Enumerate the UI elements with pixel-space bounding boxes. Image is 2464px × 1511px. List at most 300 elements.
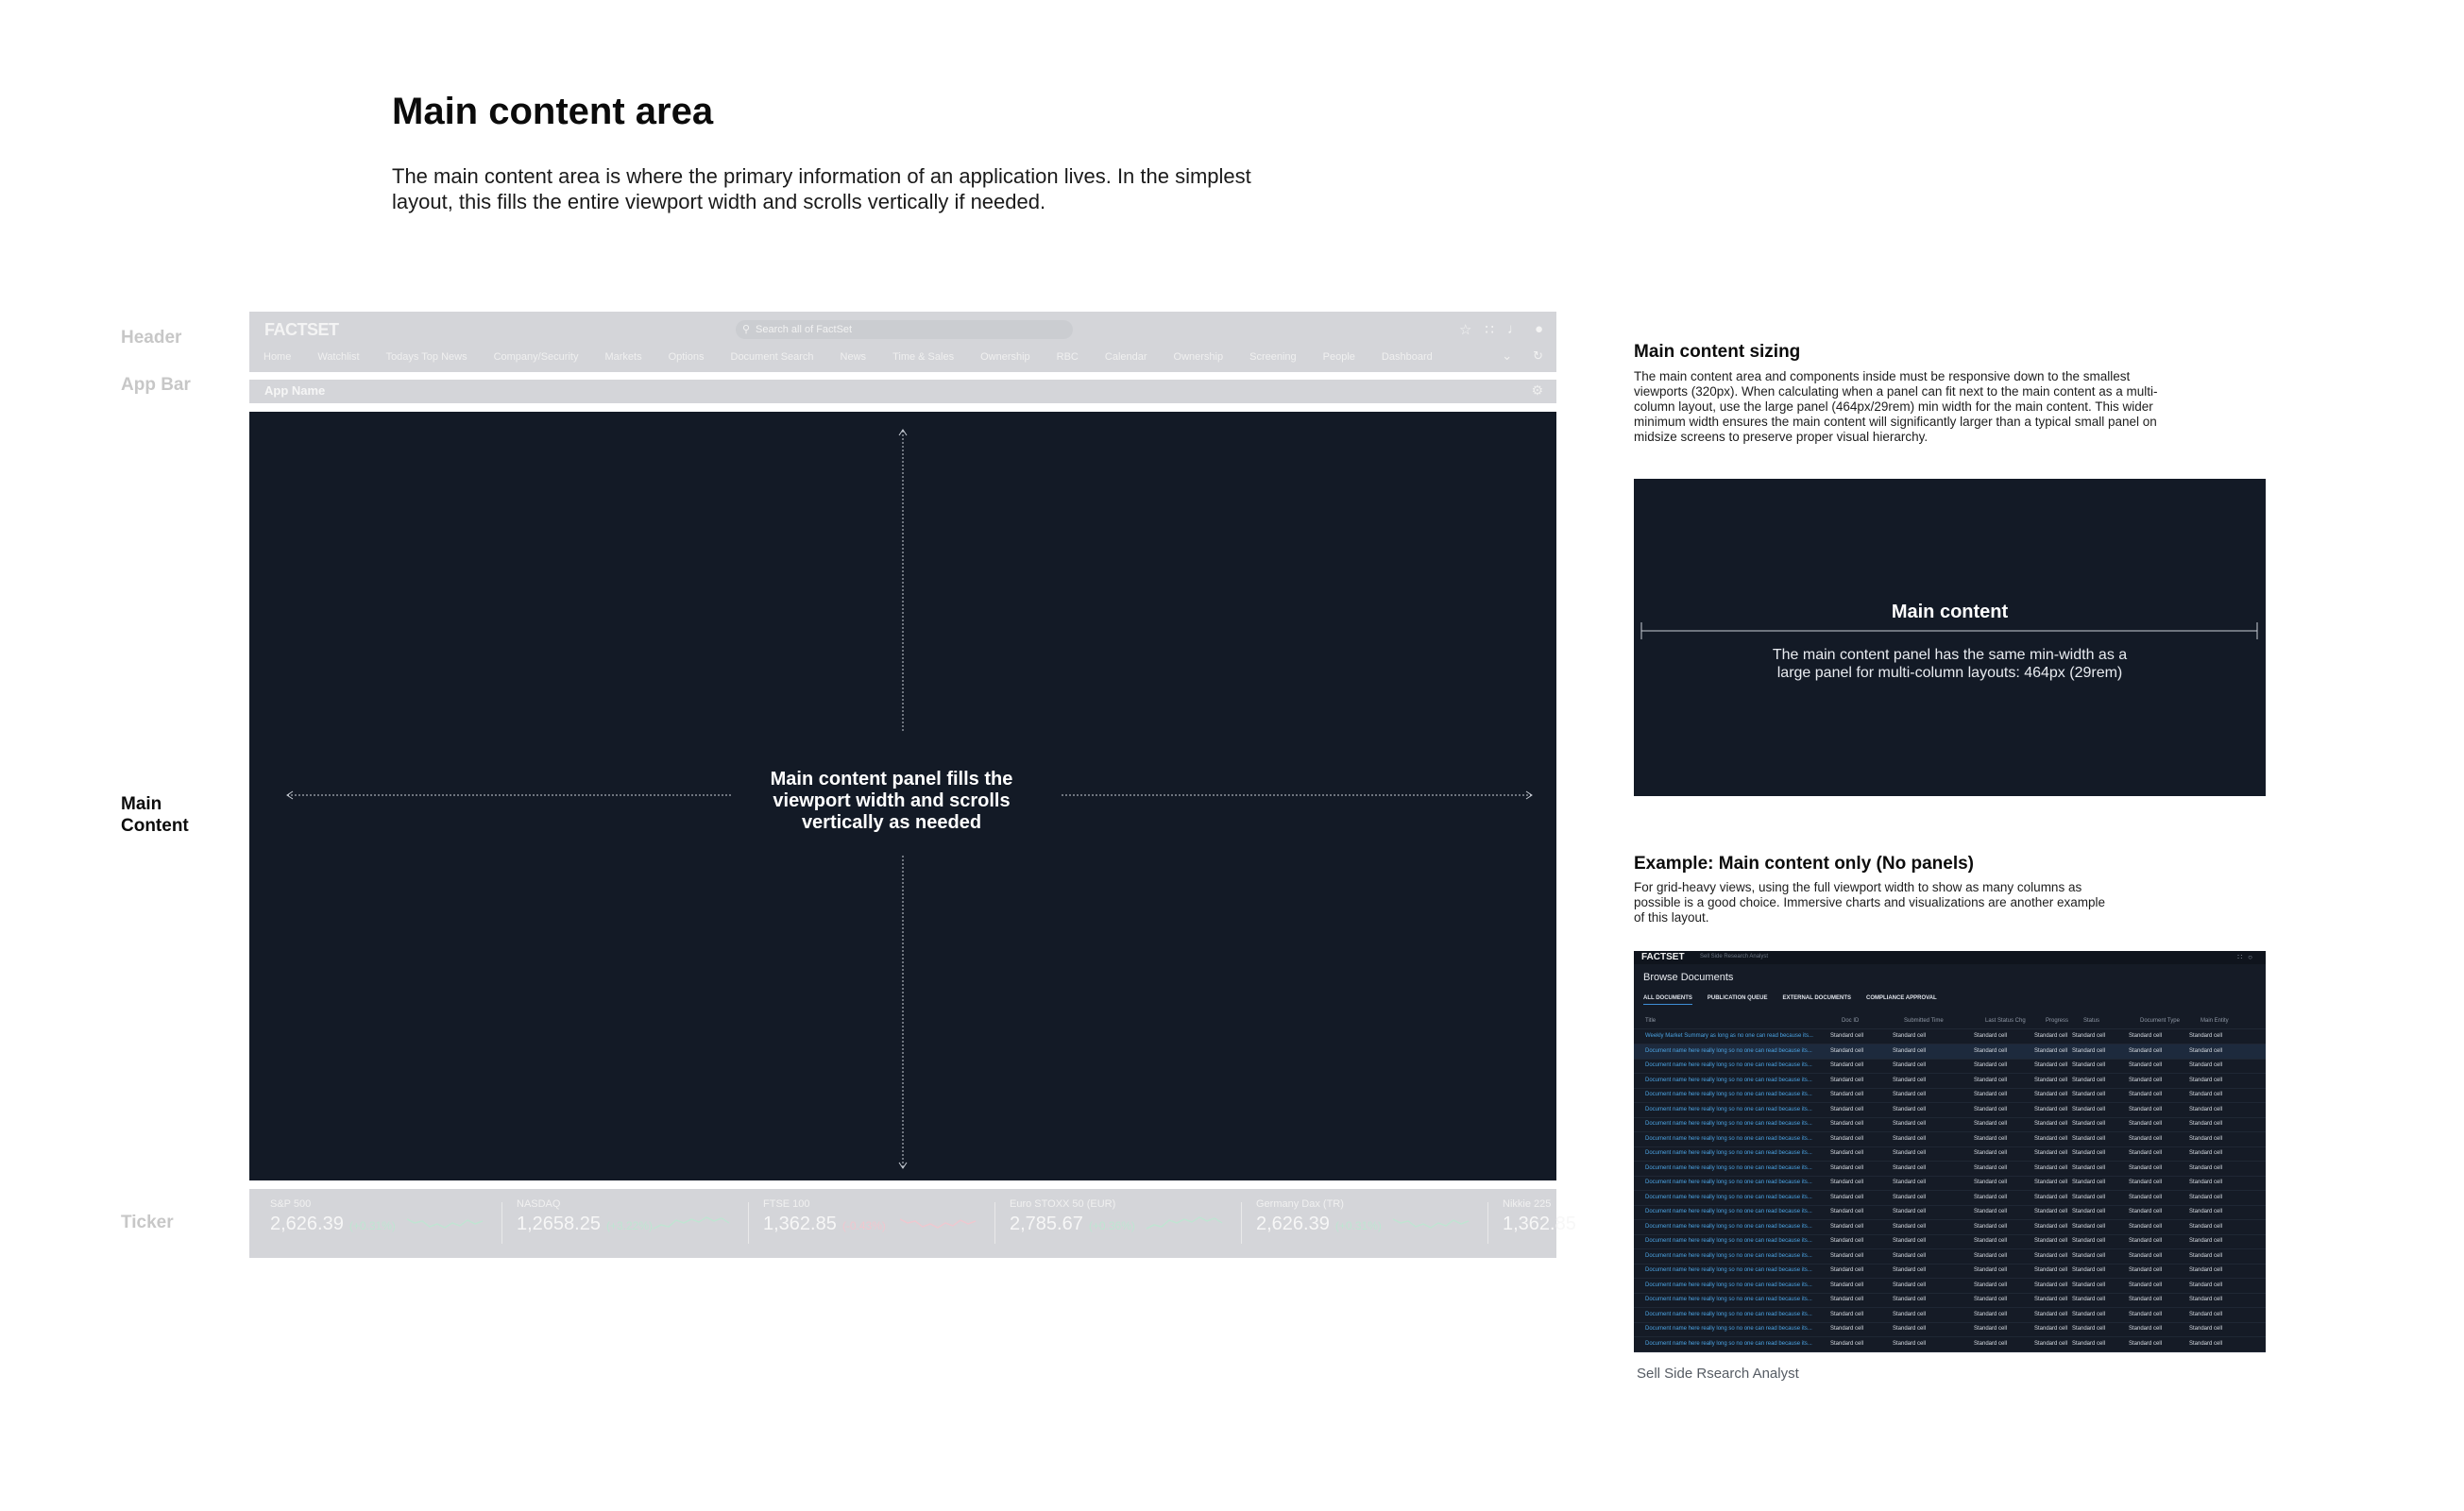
- table-cell: Standard cell: [2129, 1238, 2163, 1244]
- table-row[interactable]: [1634, 1234, 2266, 1249]
- nav-item[interactable]: Time & Sales: [892, 351, 955, 363]
- table-cell: Standard cell: [1974, 1223, 2008, 1230]
- ticker-value: [270, 1214, 396, 1235]
- document-title-link[interactable]: Document name here really long so no one can read because its...: [1645, 1267, 1812, 1273]
- table-cell: Standard cell: [1893, 1194, 1927, 1200]
- table-cell: Standard cell: [2189, 1033, 2223, 1039]
- table-cell: Standard cell: [2189, 1092, 2223, 1097]
- document-title-link[interactable]: Document name here really long so no one can read because its...: [1645, 1223, 1812, 1230]
- table-cell: Standard cell: [2189, 1297, 2223, 1302]
- table-cell: Standard cell: [1893, 1282, 1927, 1288]
- table-cell: Standard cell: [2129, 1033, 2163, 1039]
- nav-item[interactable]: Watchlist: [317, 351, 360, 363]
- table-cell: Standard cell: [1830, 1062, 1864, 1068]
- table-cell: Standard cell: [2189, 1062, 2223, 1068]
- table-cell: Standard cell: [2034, 1267, 2068, 1273]
- table-cell: Standard cell: [1830, 1282, 1864, 1288]
- example-page-title: Browse Documents: [1643, 972, 1734, 983]
- document-title-link[interactable]: Document name here really long so no one can read because its...: [1645, 1180, 1812, 1185]
- table-cell: Standard cell: [2129, 1047, 2163, 1054]
- table-cell: Standard cell: [1830, 1180, 1864, 1185]
- column-header[interactable]: Last Status Chg: [1985, 1018, 2026, 1024]
- ticker-item[interactable]: [763, 1198, 990, 1249]
- mock-ticker: [249, 1189, 1576, 1258]
- example-heading: Example: Main content only (No panels): [1634, 854, 1974, 874]
- table-cell: Standard cell: [1830, 1340, 1864, 1347]
- table-cell: Standard cell: [2129, 1092, 2163, 1097]
- nav-item[interactable]: Ownership: [1173, 351, 1224, 363]
- table-cell: Standard cell: [2072, 1252, 2106, 1259]
- history-icon[interactable]: ↻: [1533, 348, 1543, 363]
- table-cell: Standard cell: [2072, 1150, 2106, 1156]
- table-cell: Standard cell: [2189, 1340, 2223, 1347]
- document-title-link[interactable]: Weekly Market Summary as long as no one can read because its...: [1645, 1033, 1813, 1039]
- document-title-link[interactable]: Document name here really long so no one can read because its...: [1645, 1062, 1812, 1068]
- table-cell: Standard cell: [2034, 1238, 2068, 1244]
- table-row[interactable]: [1634, 1220, 2266, 1235]
- nav-item[interactable]: Calendar: [1104, 351, 1147, 363]
- table-cell: Standard cell: [1830, 1047, 1864, 1054]
- table-row[interactable]: [1634, 1132, 2266, 1147]
- nav-item[interactable]: Document Search: [730, 351, 814, 363]
- example-logo: FACTSET: [1641, 952, 1685, 962]
- table-cell: Standard cell: [1974, 1252, 2008, 1259]
- table-cell: Standard cell: [1830, 1077, 1864, 1083]
- table-cell: Standard cell: [1893, 1267, 1927, 1273]
- table-cell: Standard cell: [1974, 1326, 2008, 1332]
- table-cell: Standard cell: [2034, 1223, 2068, 1230]
- sizing-diagram: [1634, 479, 2266, 796]
- ticker-divider: [501, 1202, 502, 1244]
- example-screenshot: [1634, 951, 2266, 1351]
- page-intro: The main content area is where the primary information of an application lives. In the simplest layout, this fills the entire viewport width and scrolls vertically if needed.: [392, 164, 1251, 213]
- table-cell: Standard cell: [2129, 1311, 2163, 1317]
- table-cell: Standard cell: [2189, 1164, 2223, 1171]
- ticker-sparkline: [1147, 1212, 1224, 1234]
- table-row[interactable]: [1634, 1059, 2266, 1074]
- table-cell: Standard cell: [1974, 1135, 2008, 1142]
- ticker-item[interactable]: [270, 1198, 497, 1249]
- table-cell: Standard cell: [2189, 1252, 2223, 1259]
- table-cell: Standard cell: [1830, 1326, 1864, 1332]
- table-cell: Standard cell: [1830, 1121, 1864, 1127]
- column-header[interactable]: Document Type: [2140, 1018, 2180, 1024]
- ticker-change: (+0.31%): [348, 1219, 396, 1232]
- ticker-sparkline: [900, 1212, 977, 1234]
- table-cell: Standard cell: [2072, 1267, 2106, 1273]
- ticker-sparkline: [407, 1212, 484, 1234]
- table-cell: Standard cell: [2129, 1062, 2163, 1068]
- table-row[interactable]: [1634, 1176, 2266, 1191]
- nav-item[interactable]: Todays Top News: [385, 351, 467, 363]
- table-cell: Standard cell: [1893, 1238, 1927, 1244]
- table-row[interactable]: [1634, 1146, 2266, 1162]
- nav-item[interactable]: Ownership: [980, 351, 1030, 363]
- mock-header: [249, 312, 1556, 372]
- table-cell: Standard cell: [2072, 1194, 2106, 1200]
- table-cell: Standard cell: [1974, 1267, 2008, 1273]
- label-main-content: Main Content: [121, 794, 189, 836]
- example-body: For grid-heavy views, using the full viewport width to show as many columns as possible is a good choice. Immersive charts and visualizations are another example of this layout.: [1634, 880, 2106, 925]
- table-cell: Standard cell: [2034, 1252, 2068, 1259]
- table-cell: Standard cell: [1974, 1121, 2008, 1127]
- main-nav: [263, 351, 1459, 363]
- table-cell: Standard cell: [1893, 1297, 1927, 1302]
- table-cell: Standard cell: [2034, 1121, 2068, 1127]
- table-cell: Standard cell: [2129, 1164, 2163, 1171]
- table-cell: Standard cell: [2034, 1092, 2068, 1097]
- ticker-price: 1,362.85: [763, 1214, 837, 1234]
- ticker-change: (+0.36%): [1088, 1219, 1135, 1232]
- table-cell: Standard cell: [2129, 1135, 2163, 1142]
- table-cell: Standard cell: [2034, 1033, 2068, 1039]
- ticker-name: Nikkie 225: [1503, 1198, 1552, 1210]
- ticker-divider: [994, 1202, 995, 1244]
- table-cell: Standard cell: [2034, 1077, 2068, 1083]
- table-cell: Standard cell: [2189, 1238, 2223, 1244]
- table-header: [1634, 1014, 2266, 1029]
- avatar-icon[interactable]: ●: [1534, 321, 1543, 337]
- ticker-value: [1010, 1214, 1135, 1235]
- search-input[interactable]: [736, 320, 1073, 339]
- document-title-link[interactable]: Document name here really long so no one can read because its...: [1645, 1164, 1812, 1171]
- document-title-link[interactable]: Document name here really long so no one can read because its...: [1645, 1311, 1812, 1317]
- table-cell: Standard cell: [2189, 1106, 2223, 1112]
- column-header[interactable]: Status: [2083, 1018, 2100, 1024]
- apps-grid-icon: ∷○: [2237, 953, 2258, 961]
- ticker-change: (+0.31%): [1334, 1219, 1382, 1232]
- table-cell: Standard cell: [2072, 1297, 2106, 1302]
- app-name: App Name: [264, 383, 326, 398]
- table-row[interactable]: [1634, 1103, 2266, 1118]
- table-cell: Standard cell: [2072, 1326, 2106, 1332]
- table-cell: Standard cell: [2129, 1326, 2163, 1332]
- table-row[interactable]: [1634, 1191, 2266, 1206]
- table-cell: Standard cell: [2072, 1164, 2106, 1171]
- table-row[interactable]: [1634, 1322, 2266, 1337]
- table-cell: Standard cell: [1830, 1252, 1864, 1259]
- example-caption: Sell Side Rsearch Analyst: [1637, 1366, 1799, 1382]
- table-cell: Standard cell: [1893, 1223, 1927, 1230]
- nav-item[interactable]: RBC: [1056, 351, 1079, 363]
- table-cell: Standard cell: [2189, 1194, 2223, 1200]
- table-cell: Standard cell: [1974, 1194, 2008, 1200]
- table-row[interactable]: [1634, 1308, 2266, 1323]
- table-cell: Standard cell: [1974, 1209, 2008, 1214]
- table-cell: Standard cell: [1974, 1238, 2008, 1244]
- table-cell: Standard cell: [2129, 1180, 2163, 1185]
- table-row[interactable]: [1634, 1029, 2266, 1044]
- document-title-link[interactable]: Document name here really long so no one can read because its...: [1645, 1282, 1812, 1288]
- document-title-link[interactable]: Document name here really long so no one can read because its...: [1645, 1209, 1812, 1214]
- ticker-name: S&P 500: [270, 1198, 312, 1210]
- table-cell: Standard cell: [1830, 1311, 1864, 1317]
- document-title-link[interactable]: Document name here really long so no one can read because its...: [1645, 1326, 1812, 1332]
- ticker-name: Germany Dax (TR): [1256, 1198, 1344, 1210]
- document-title-link[interactable]: Document name here really long so no one can read because its...: [1645, 1077, 1812, 1083]
- search-placeholder: Search all of FactSet: [756, 324, 853, 335]
- table-cell: Standard cell: [2189, 1047, 2223, 1054]
- sizing-body: The main content area and components inside must be responsive down to the smallest viewports (320px). When calculating when a panel can fit next to the main content as a multi-column layout, use the large panel (464px/29rem) min width for the main content. This wider minimum width ensures the main content will significantly larger than a typical small panel on midsize screens to preserve proper visual hierarchy.: [1634, 369, 2158, 444]
- ticker-price: 1,362.85: [1503, 1214, 1576, 1234]
- table-cell: Standard cell: [2072, 1121, 2106, 1127]
- column-header[interactable]: Doc ID: [1842, 1018, 1860, 1024]
- table-cell: Standard cell: [1974, 1106, 2008, 1112]
- table-cell: Standard cell: [1830, 1267, 1864, 1273]
- document-title-link[interactable]: Document name here really long so no one can read because its...: [1645, 1135, 1812, 1142]
- table-cell: Standard cell: [2072, 1106, 2106, 1112]
- table-cell: Standard cell: [2189, 1282, 2223, 1288]
- table-row[interactable]: [1634, 1117, 2266, 1132]
- table-cell: Standard cell: [2034, 1311, 2068, 1317]
- table-cell: Standard cell: [2072, 1062, 2106, 1068]
- ticker-change: (+3.22%): [605, 1219, 654, 1232]
- table-cell: Standard cell: [1830, 1135, 1864, 1142]
- table-cell: Standard cell: [2034, 1282, 2068, 1288]
- table-cell: Standard cell: [1974, 1297, 2008, 1302]
- ticker-price: 1,2658.25: [517, 1214, 601, 1234]
- table-cell: Standard cell: [1830, 1164, 1864, 1171]
- table-row[interactable]: [1634, 1264, 2266, 1279]
- example-tab[interactable]: ALL DOCUMENTS: [1643, 995, 1692, 1005]
- table-cell: Standard cell: [1830, 1223, 1864, 1230]
- ticker-sparkline: [654, 1212, 731, 1234]
- table-cell: Standard cell: [1974, 1077, 2008, 1083]
- table-cell: Standard cell: [2072, 1223, 2106, 1230]
- table-cell: Standard cell: [2072, 1282, 2106, 1288]
- ticker-price: 2,626.39: [270, 1214, 344, 1234]
- table-cell: Standard cell: [2129, 1340, 2163, 1347]
- table-cell: Standard cell: [1974, 1150, 2008, 1156]
- table-cell: Standard cell: [1974, 1340, 2008, 1347]
- table-cell: Standard cell: [2072, 1311, 2106, 1317]
- table-cell: Standard cell: [2129, 1209, 2163, 1214]
- label-header: Header: [121, 328, 182, 348]
- table-cell: Standard cell: [2129, 1267, 2163, 1273]
- table-cell: Standard cell: [2189, 1180, 2223, 1185]
- search-icon: ⚲: [742, 324, 751, 335]
- table-row[interactable]: [1634, 1337, 2266, 1352]
- table-cell: Standard cell: [2034, 1164, 2068, 1171]
- nav-item[interactable]: Dashboard: [1381, 351, 1433, 363]
- table-cell: Standard cell: [1830, 1209, 1864, 1214]
- document-title-link[interactable]: Document name here really long so no one can read because its...: [1645, 1252, 1812, 1259]
- table-cell: Standard cell: [1893, 1106, 1927, 1112]
- ticker-value: [1503, 1214, 1582, 1235]
- table-row[interactable]: [1634, 1162, 2266, 1177]
- document-title-link[interactable]: Document name here really long so no one can read because its...: [1645, 1150, 1812, 1156]
- document-title-link[interactable]: Document name here really long so no one can read because its...: [1645, 1297, 1812, 1302]
- table-cell: Standard cell: [2129, 1297, 2163, 1302]
- ticker-value: [517, 1214, 653, 1235]
- nav-item[interactable]: Options: [668, 351, 705, 363]
- table-cell: Standard cell: [1974, 1311, 2008, 1317]
- ticker-change: (-0.43%): [841, 1219, 886, 1232]
- mock-app-bar: [249, 380, 1556, 403]
- table-cell: Standard cell: [1974, 1047, 2008, 1054]
- table-cell: Standard cell: [2129, 1150, 2163, 1156]
- table-cell: Standard cell: [2129, 1121, 2163, 1127]
- table-cell: Standard cell: [1974, 1062, 2008, 1068]
- table-cell: Standard cell: [2129, 1252, 2163, 1259]
- ticker-value: [763, 1214, 886, 1235]
- table-cell: Standard cell: [1974, 1033, 2008, 1039]
- table-cell: Standard cell: [2072, 1092, 2106, 1097]
- main-content-caption: Main content panel fills the viewport width and scrolls vertically as needed: [770, 769, 1013, 833]
- apps-grid-icon[interactable]: ∷: [1485, 322, 1494, 338]
- label-ticker: Ticker: [121, 1213, 174, 1232]
- example-app-name: Sell Side Research Analyst: [1700, 954, 1769, 959]
- table-cell: Standard cell: [1893, 1077, 1927, 1083]
- ticker-name: Euro STOXX 50 (EUR): [1010, 1198, 1116, 1210]
- table-cell: Standard cell: [1893, 1326, 1927, 1332]
- table-cell: Standard cell: [1893, 1135, 1927, 1142]
- table-cell: Standard cell: [2072, 1077, 2106, 1083]
- table-cell: Standard cell: [2034, 1150, 2068, 1156]
- ticker-item[interactable]: [517, 1198, 743, 1249]
- table-cell: Standard cell: [1830, 1033, 1864, 1039]
- column-header[interactable]: Submitted Time: [1904, 1018, 1944, 1024]
- ticker-name: FTSE 100: [763, 1198, 810, 1210]
- nav-item[interactable]: Screening: [1249, 351, 1297, 363]
- table-cell: Standard cell: [1893, 1047, 1927, 1054]
- document-title-link[interactable]: Document name here really long so no one can read because its...: [1645, 1106, 1812, 1112]
- document-title-link[interactable]: Document name here really long so no one can read because its...: [1645, 1238, 1812, 1244]
- document-title-link[interactable]: Document name here really long so no one can read because its...: [1645, 1121, 1812, 1127]
- table-row[interactable]: [1634, 1293, 2266, 1308]
- table-cell: Standard cell: [1893, 1209, 1927, 1214]
- table-cell: Standard cell: [1974, 1092, 2008, 1097]
- table-cell: Standard cell: [2034, 1106, 2068, 1112]
- ticker-item[interactable]: [1256, 1198, 1483, 1249]
- nav-item[interactable]: Markets: [604, 351, 642, 363]
- table-cell: Standard cell: [2189, 1077, 2223, 1083]
- nav-item[interactable]: News: [840, 351, 867, 363]
- table-cell: Standard cell: [2129, 1282, 2163, 1288]
- example-topbar: [1634, 951, 2266, 964]
- ticker-divider: [748, 1202, 749, 1244]
- table-cell: Standard cell: [2072, 1340, 2106, 1347]
- table-cell: Standard cell: [1830, 1238, 1864, 1244]
- column-header[interactable]: Main Entity: [2201, 1018, 2229, 1024]
- example-tab[interactable]: COMPLIANCE APPROVAL: [1866, 995, 1937, 1001]
- min-width-measure: [1634, 479, 2266, 796]
- table-cell: Standard cell: [2189, 1135, 2223, 1142]
- table-cell: Standard cell: [1830, 1194, 1864, 1200]
- sizing-box-desc: The main content panel has the same min-width as a large panel for multi-column layouts: 464px (29rem): [1772, 647, 2128, 681]
- example-tab[interactable]: EXTERNAL DOCUMENTS: [1782, 995, 1852, 1001]
- table-cell: Standard cell: [2129, 1194, 2163, 1200]
- document-title-link[interactable]: Document name here really long so no one can read because its...: [1645, 1340, 1812, 1347]
- nav-item[interactable]: Company/Security: [493, 351, 579, 363]
- table-cell: Standard cell: [2034, 1135, 2068, 1142]
- table-row[interactable]: [1634, 1205, 2266, 1220]
- table-cell: Standard cell: [2034, 1209, 2068, 1214]
- table-cell: Standard cell: [2189, 1150, 2223, 1156]
- table-cell: Standard cell: [2072, 1135, 2106, 1142]
- table-cell: Standard cell: [2189, 1267, 2223, 1273]
- table-cell: Standard cell: [2034, 1047, 2068, 1054]
- star-icon[interactable]: ☆: [1458, 322, 1472, 338]
- table-cell: Standard cell: [1893, 1062, 1927, 1068]
- document-title-link[interactable]: Document name here really long so no one can read because its...: [1645, 1194, 1812, 1200]
- ticker-item[interactable]: [1010, 1198, 1236, 1249]
- chevron-down-icon[interactable]: ⌄: [1502, 348, 1513, 363]
- table-cell: Standard cell: [2189, 1209, 2223, 1214]
- label-app-bar: App Bar: [121, 375, 191, 395]
- table-cell: Standard cell: [1893, 1033, 1927, 1039]
- table-cell: Standard cell: [1830, 1106, 1864, 1112]
- table-cell: Standard cell: [2072, 1238, 2106, 1244]
- ticker-sparkline: [1393, 1212, 1470, 1234]
- table-cell: Standard cell: [2129, 1077, 2163, 1083]
- table-row[interactable]: [1634, 1044, 2266, 1060]
- table-cell: Standard cell: [1974, 1282, 2008, 1288]
- table-cell: Standard cell: [2034, 1297, 2068, 1302]
- table-cell: Standard cell: [2072, 1033, 2106, 1039]
- ticker-divider: [1241, 1202, 1242, 1244]
- table-cell: Standard cell: [1830, 1150, 1864, 1156]
- table-row[interactable]: [1634, 1088, 2266, 1103]
- table-cell: Standard cell: [2034, 1062, 2068, 1068]
- table-cell: Standard cell: [1974, 1180, 2008, 1185]
- table-cell: Standard cell: [2034, 1326, 2068, 1332]
- table-cell: Standard cell: [2189, 1326, 2223, 1332]
- ticker-price: 2,626.39: [1256, 1214, 1330, 1234]
- table-cell: Standard cell: [2072, 1209, 2106, 1214]
- table-cell: Standard cell: [2072, 1047, 2106, 1054]
- example-tabs: [1643, 995, 1952, 1005]
- table-cell: Standard cell: [1974, 1164, 2008, 1171]
- table-cell: Standard cell: [1893, 1092, 1927, 1097]
- table-cell: Standard cell: [1830, 1092, 1864, 1097]
- gear-icon[interactable]: ⚙: [1531, 382, 1543, 398]
- table-cell: Standard cell: [1893, 1340, 1927, 1347]
- nav-item[interactable]: Home: [263, 351, 292, 363]
- table-cell: Standard cell: [1893, 1150, 1927, 1156]
- bell-icon[interactable]: ♩: [1506, 321, 1521, 337]
- ticker-price: 2,785.67: [1010, 1214, 1083, 1234]
- document-title-link[interactable]: Document name here really long so no one can read because its...: [1645, 1092, 1812, 1097]
- table-row[interactable]: [1634, 1074, 2266, 1089]
- ticker-divider: [1487, 1202, 1488, 1244]
- table-cell: Standard cell: [2189, 1121, 2223, 1127]
- sizing-heading: Main content sizing: [1634, 342, 1801, 362]
- column-header[interactable]: Progress: [2046, 1018, 2069, 1024]
- mock-main-content: [249, 412, 1556, 1180]
- page-title: Main content area: [392, 91, 714, 132]
- table-cell: Standard cell: [2189, 1223, 2223, 1230]
- table-row[interactable]: [1634, 1249, 2266, 1265]
- document-title-link[interactable]: Document name here really long so no one can read because its...: [1645, 1047, 1812, 1054]
- column-header[interactable]: Title: [1645, 1018, 1657, 1024]
- table-cell: Standard cell: [1893, 1164, 1927, 1171]
- table-row[interactable]: [1634, 1279, 2266, 1294]
- nav-item[interactable]: People: [1322, 351, 1355, 363]
- table-cell: Standard cell: [1893, 1180, 1927, 1185]
- factset-logo[interactable]: FACTSET: [264, 320, 339, 339]
- table-cell: Standard cell: [2034, 1180, 2068, 1185]
- table-cell: Standard cell: [1893, 1311, 1927, 1317]
- example-tab[interactable]: PUBLICATION QUEUE: [1707, 995, 1768, 1001]
- table-cell: Standard cell: [1893, 1121, 1927, 1127]
- table-cell: Standard cell: [2189, 1311, 2223, 1317]
- table-cell: Standard cell: [1893, 1252, 1927, 1259]
- table-cell: Standard cell: [1830, 1297, 1864, 1302]
- ticker-value: [1256, 1214, 1382, 1235]
- ticker-name: NASDAQ: [517, 1198, 561, 1210]
- table-cell: Standard cell: [2034, 1340, 2068, 1347]
